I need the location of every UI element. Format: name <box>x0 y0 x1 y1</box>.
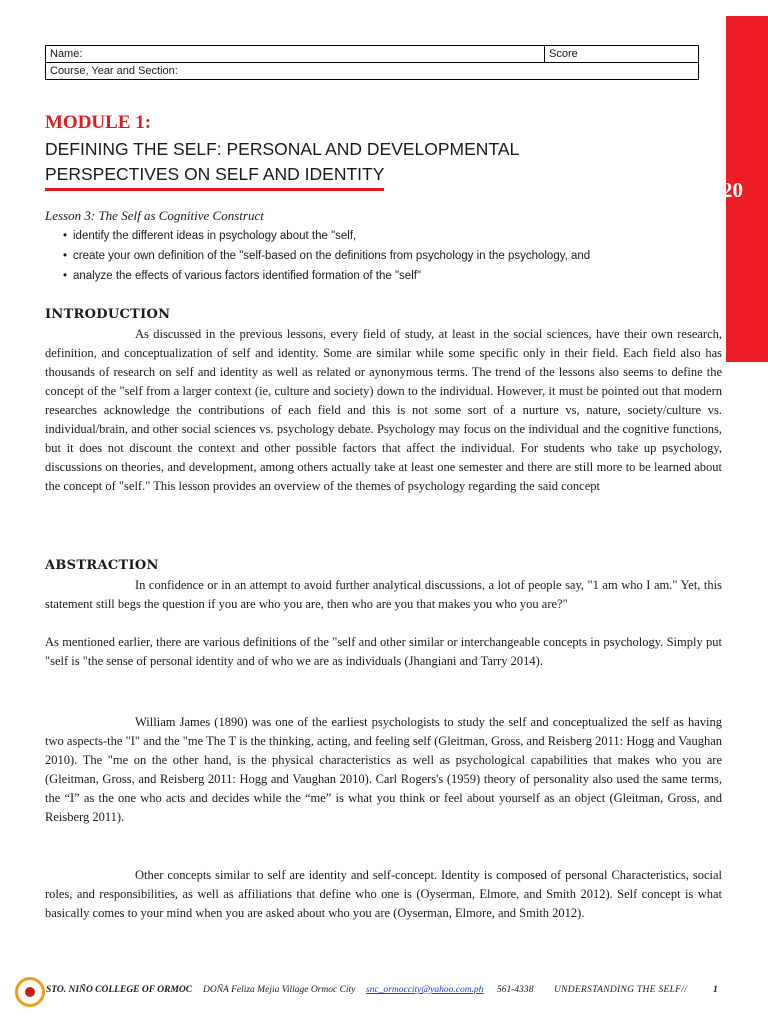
list-item <box>45 266 590 286</box>
abstraction-paragraph-4: Other concepts similar to self are identity and self-concept. Identity is composed of personal Characteristics, social roles, and responsibilities, as well as affiliations that define who one is (Oyserman, Elmore, and Smith 2012). Self concept is what basically comes to your mind when you are asked about who you are (Oyserman, Elmore, and Smith 2012). <box>45 868 722 920</box>
module-title <box>45 137 685 191</box>
school-logo-icon <box>15 977 45 1007</box>
footer-phone: 561-4338 <box>497 985 534 995</box>
module-title-line2: PERSPECTIVES ON SELF AND IDENTITY <box>45 162 384 191</box>
introduction-paragraph: As discussed in the previous lessons, every field of study, at least in the social sciences, have their own research, definition, and conceptualization of self and identity. Some are similar while some specific only in their field. Each field also has thousands of research on self and identity as well as related or aynonymous terms. The trend of the lessons also seems to define the concept of the "self from a larger context (ie, culture and society) down to the individual. However, it must be pointed out that modern researches acknowledge the contributions of each field and this is not some sort of a nurture vs, nature, society/culture vs. individual/brain, and other social sciences vs. psychology debate. Psychology may focus on the individual and the cognitive functions, but it does not discount the context and other possible factors that affect the individual. For students who take up psychology, discussions on theories, and development, among others actually take at least one semester and there are still more to be learned about the concept of "self." This lesson provides an overview of the themes of psychology regarding the said concept <box>45 327 722 493</box>
page-number: 1 <box>713 985 718 995</box>
abstraction-paragraph-2: As mentioned earlier, there are various definitions of the "self and other similar or interchangeable concepts in psychology. Simply put "self is "the sense of personal identity and of who we are as individuals (Jhangiani and Tarry 2014). <box>45 635 722 668</box>
objective-text: analyze the effects of various factors identified formation of the "self" <box>73 270 422 282</box>
side-tab-number: 20 <box>722 178 743 202</box>
module-label: MODULE 1: <box>45 112 152 133</box>
objective-text: identify the different ideas in psychology about the "self, <box>73 230 357 242</box>
abstraction-heading: ABSTRACTION <box>45 558 159 573</box>
objective-text: create your own definition of the "self-based on the definitions from psychology in the psychology, and <box>73 250 591 262</box>
introduction-heading: INTRODUCTION <box>45 307 171 322</box>
page-footer <box>0 975 768 1015</box>
name-field[interactable]: Name: <box>46 46 545 63</box>
bullet-icon: • <box>63 230 68 242</box>
footer-address: DOÑA Feliza Mejia Village Ormoc City <box>203 985 356 995</box>
lesson-title: Lesson 3: The Self as Cognitive Construct <box>45 208 264 223</box>
bullet-icon: • <box>63 270 68 282</box>
abstraction-paragraph-1: In confidence or in an attempt to avoid further analytical discussions, a lot of people say, "1 am who I am." Yet, this statement still begs the question if you are who you are, then who are you that makes you who you are?" <box>45 578 722 611</box>
objectives-list <box>45 226 590 286</box>
abstraction-paragraph-3: William James (1890) was one of the earliest psychologists to study the self and conceptualized the self as having two aspects-the "I" and the "me The T is the thinking, acting, and feeling self (Gleitman, Gross, and Reisberg 2011: Hogg and Vaughan 2010). The "me on the other hand, is the physical characteristics as well as psychological capabilities that makes who you are (Gleitman, Gross, and Reisberg 2011: Hogg and Vaughan 2010). Carl Rogers's (1959) theory of personality also used the same terms, the “I” as the one who acts and decides while the “me” is what you think or feel about yourself as an object (Gleitman, Gross, and Reisberg 2011). <box>45 715 722 824</box>
list-item <box>45 226 590 246</box>
bullet-icon: • <box>63 250 68 262</box>
list-item <box>45 246 590 266</box>
score-field[interactable]: Score <box>545 46 699 63</box>
course-field[interactable]: Course, Year and Section: <box>46 63 699 80</box>
footer-course: UNDERSTANDING THE SELF// <box>554 985 688 995</box>
module-title-line1: DEFINING THE SELF: PERSONAL AND DEVELOPMENTAL <box>45 139 520 159</box>
footer-school: STO. NIÑO COLLEGE OF ORMOC <box>46 985 193 995</box>
student-info-box <box>45 45 699 80</box>
footer-email-link[interactable]: snc_ormoccity@yahoo.com.ph <box>366 985 484 995</box>
